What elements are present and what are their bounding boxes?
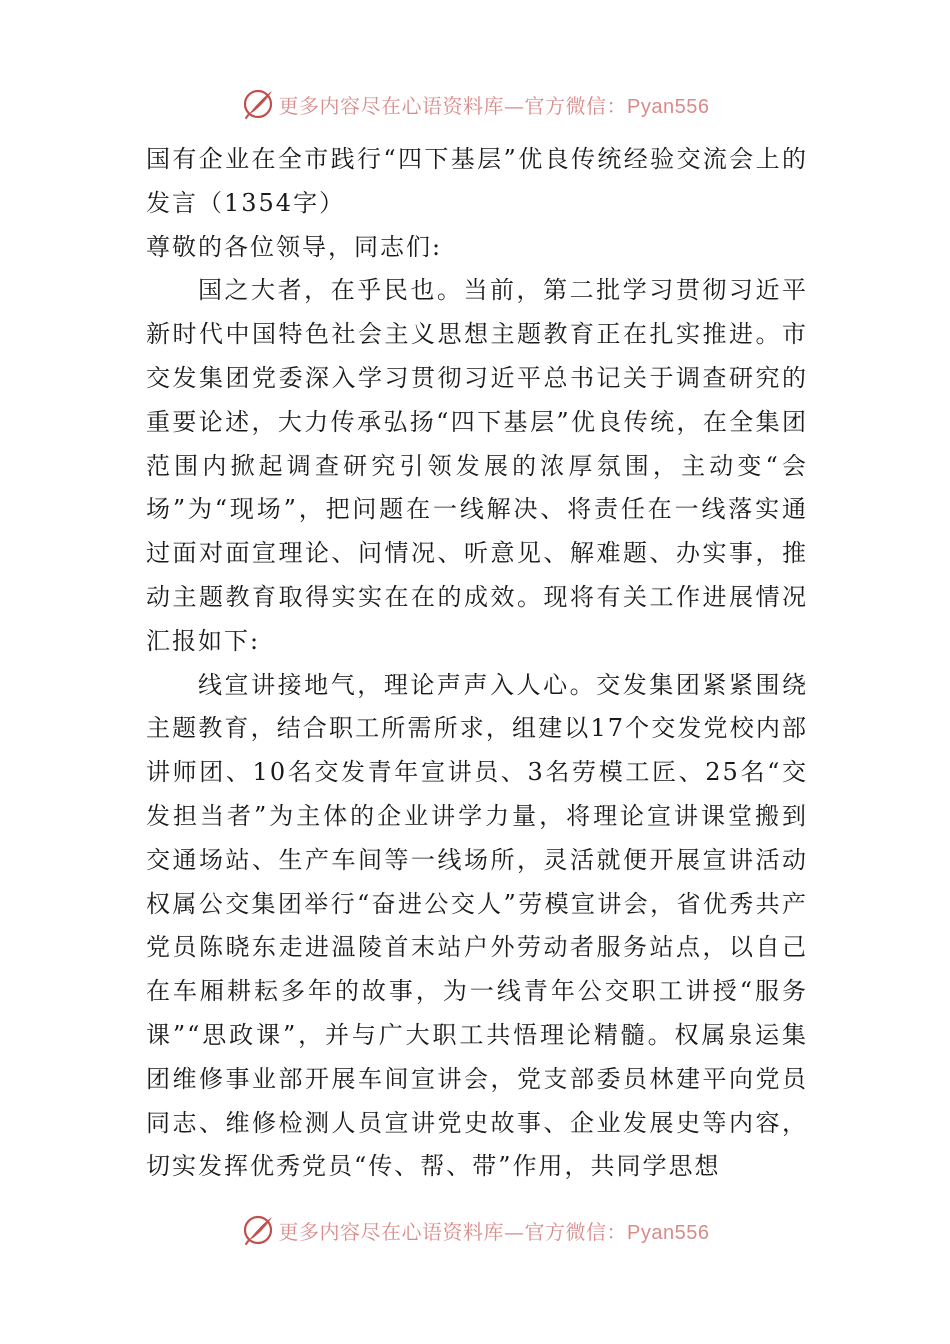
document-title: 国有企业在全市践行“四下基层”优良传统经验交流会上的发言（1354字）: [146, 145, 808, 217]
quill-logo-icon: [241, 87, 275, 121]
quill-logo-icon: [241, 1213, 275, 1247]
header-watermark-banner: [0, 84, 950, 124]
banner-handle: Pyan556: [627, 1221, 710, 1244]
banner-text: [279, 90, 710, 119]
banner-handle: Pyan556: [627, 95, 710, 118]
paragraph-2: 线宣讲接地气，理论声声入人心。交发集团紧紧围绕主题教育，结合职工所需所求，组建以17个交发党校内部讲师团、10名交发青年宣讲员、3名劳模工匠、25名“交发担当者”为主体的企业讲学力量，将理论宣讲课堂搬到交通场站、生产车间等一线场所，灵活就便开展宣讲活动权属公交集团举行“奋进公交人”劳模宣讲会，省优秀共产党员陈晓东走进温陵首末站户外劳动者服务站点，以自己在车厢耕耘多年的故事，为一线青年公交职工讲授“服务课”“思政课”，并与广大职工共悟理论精髓。权属泉运集团维修事业部开展车间宣讲会，党支部委员林建平向党员同志、维修检测人员宣讲党史故事、企业发展史等内容，切实发挥优秀党员“传、帮、带”作用，共同学思想: [146, 670, 808, 1181]
banner-slogan: 更多内容尽在心语资料库—官方微信：: [278, 93, 628, 118]
banner-slogan: 更多内容尽在心语资料库—官方微信：: [278, 1219, 628, 1244]
paragraph-1: 国之大者，在乎民也。当前，第二批学习贯彻习近平新时代中国特色社会主义思想主题教育正在扎实推进。市交发集团党委深入学习贯彻习近平总书记关于调查研究的重要论述，大力传承弘扬“四下基层”优良传统，在全集团范围内掀起调查研究引领发展的浓厚氛围，主动变“会场”为“现场”，把问题在一线解决、将责任在一线落实通过面对面宣理论、问情况、听意见、解难题、办实事，推动主题教育取得实实在在的成效。现将有关工作进展情况汇报如下:: [146, 276, 808, 655]
footer-watermark-banner: [0, 1210, 950, 1250]
document-greeting: 尊敬的各位领导，同志们:: [146, 232, 443, 261]
banner-text: [279, 1216, 710, 1245]
document-body: [146, 138, 808, 1189]
